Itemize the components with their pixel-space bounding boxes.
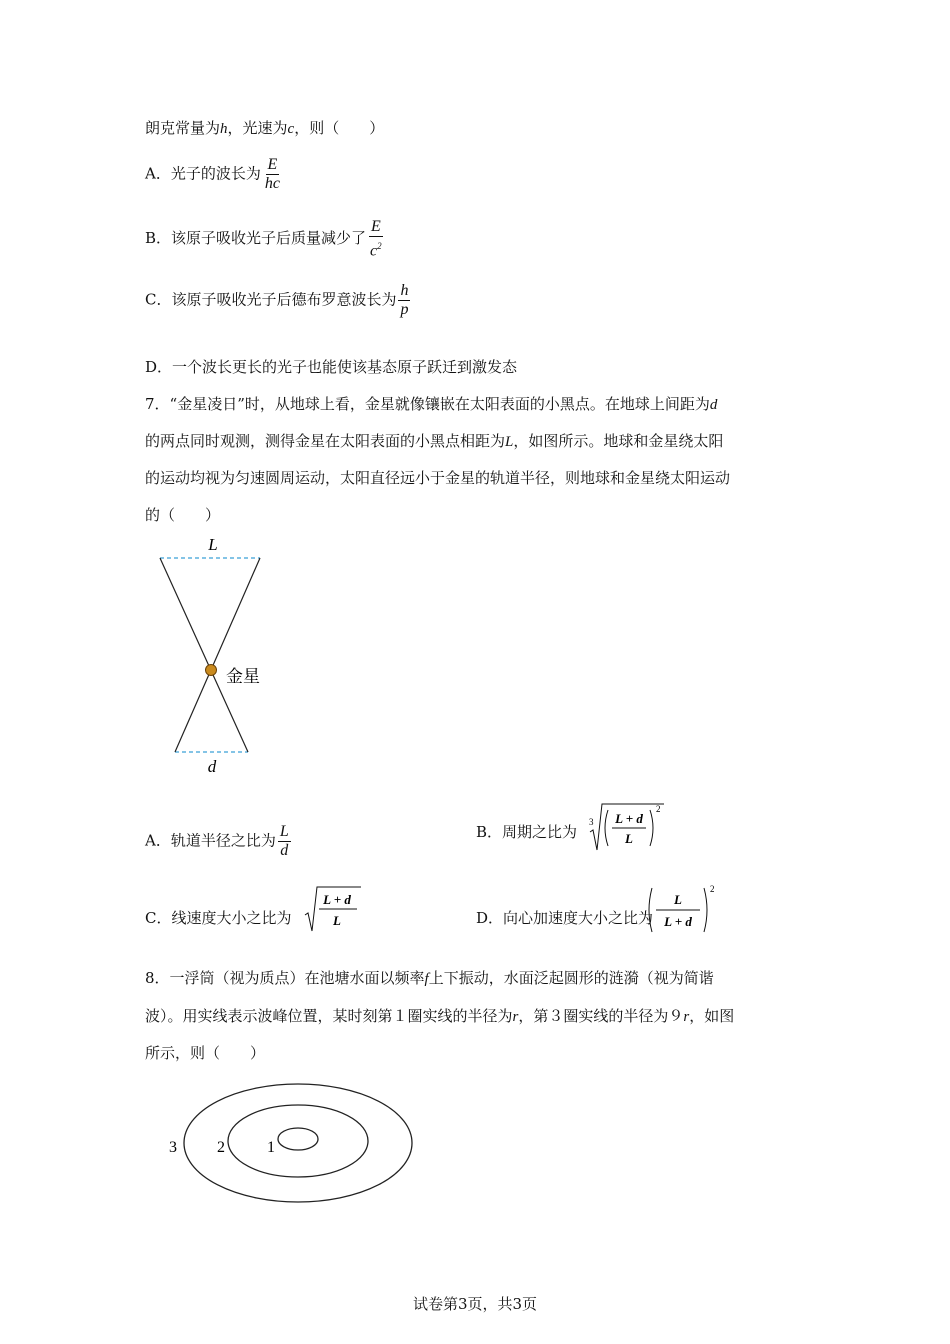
svg-text:L: L — [674, 892, 682, 907]
svg-text:L: L — [625, 831, 633, 846]
fraction: $\frac{L}{d}$ — [279, 823, 289, 859]
q6-stem-tail: 朗克常量为h，光速为c，则（ ） — [145, 119, 385, 137]
venus-transit-figure — [150, 530, 290, 780]
page-footer: 试卷第3页，共3页 — [412, 1295, 538, 1313]
figure-label-venus: 金星 — [226, 667, 260, 686]
q7-option-a[interactable]: A．轨道半径之比为 $\frac{L}{d}$ — [145, 823, 289, 859]
q6-option-b[interactable]: B．该原子吸收光子后质量减少了 $\frac{E}{c^2}$ — [145, 218, 382, 260]
fraction: $\frac{E}{c^2}$ — [370, 218, 382, 260]
ripple-figure — [160, 1075, 430, 1215]
fraction: $\frac{h}{p}$ — [400, 282, 409, 318]
ring-label-3: 3 — [169, 1139, 177, 1156]
svg-text:L: L — [333, 913, 341, 928]
q6-option-a[interactable]: A．光子的波长为 $\frac{E}{hc}$ — [145, 156, 280, 192]
ripple-ring-1 — [278, 1128, 318, 1150]
q7-stem-line4: 的（ ） — [145, 506, 221, 524]
svg-text:2: 2 — [710, 884, 715, 894]
ripple-ring-2 — [228, 1105, 368, 1177]
venus-icon — [206, 665, 217, 676]
q8-stem-line3: 所示，则（ ） — [145, 1044, 266, 1062]
q8-stem-line2: 波）。用实线表示波峰位置，某时刻第１圈实线的半径为r，第３圈实线的半径为９r，如图 — [145, 1007, 735, 1025]
figure-label-L: L — [208, 535, 218, 554]
fraction: $\frac{E}{hc}$ — [264, 156, 280, 192]
q8-stem-line1: 8．一浮筒（视为质点）在池塘水面以频率f上下振动，水面泛起圆形的涟漪（视为简谐 — [145, 969, 714, 987]
ring-label-1: 1 — [267, 1139, 275, 1156]
q6-option-c[interactable]: C．该原子吸收光子后德布罗意波长为 $\frac{h}{p}$ — [145, 282, 409, 318]
svg-text:3: 3 — [589, 817, 594, 827]
ring-label-2: 2 — [217, 1139, 225, 1156]
svg-text:L + d: L + d — [664, 914, 692, 929]
q7-stem-line2: 的两点同时观测，测得金星在太阳表面的小黑点相距为L，如图所示。地球和金星绕太阳 — [145, 432, 724, 450]
q7-stem-line1: 7．“金星凌日”时，从地球上看，金星就像镶嵌在太阳表面的小黑点。在地球上间距为d — [145, 395, 718, 413]
figure-label-d: d — [207, 757, 217, 776]
svg-text:L + d: L + d — [615, 811, 643, 826]
q7-stem-line3: 的运动均视为匀速圆周运动，太阳直径远小于金星的轨道半径，则地球和金星绕太阳运动 — [145, 469, 731, 487]
svg-text:2: 2 — [656, 804, 661, 814]
q6-option-d[interactable]: D．一个波长更长的光子也能使该基态原子跃迁到激发态 — [145, 358, 518, 376]
svg-text:L + d: L + d — [323, 892, 351, 907]
